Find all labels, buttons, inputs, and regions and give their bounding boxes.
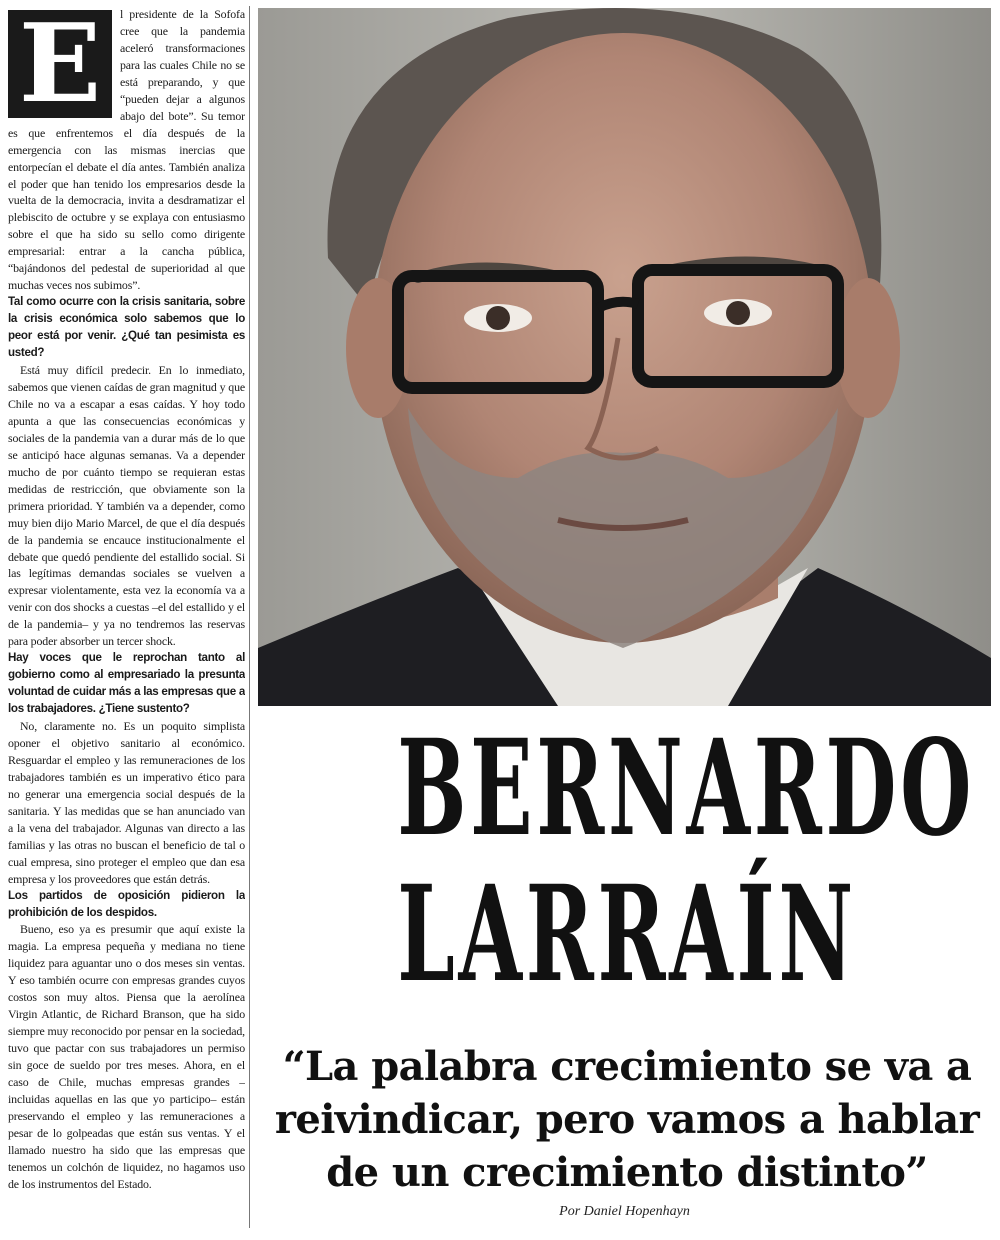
headline-first-name: BERNARDO <box>397 711 976 866</box>
drop-cap <box>8 6 112 127</box>
drop-cap-letter: E <box>18 6 102 127</box>
left-pupil-shape <box>486 306 510 330</box>
interview-question-3: Los partidos de oposición pidieron la prohibición de los despidos. <box>8 888 245 919</box>
interview-question-1: Tal como ocurre con la crisis sanitaria, sobre la crisis económica solo sabemos que lo peor está por venir. ¿Qué tan pesimista es usted? <box>8 295 245 360</box>
portrait-illustration <box>258 8 991 706</box>
right-ear-shape <box>836 278 900 418</box>
interview-answer-3: Bueno, eso ya es presumir que aquí existe la magia. La empresa pequeña y mediana no tiene liquidez para aguantar uno o dos meses sin ventas. Y eso también ocurre con empresas grandes cuyos costos son muy altos. Piensa que la aerolínea Virgin Atlantic, de Richard Branson, que ha sido siempre muy reconocido por pensar en la sociedad, tuvo que pactar con sus trabajadores un permiso sin goce de sueldo por tres meses. Ahora, en el caso de Chile, muchas empresas grandes –incluidas aquellas en las que yo participo– están preservando el empleo y las remuneraciones a pesar de lo golpeadas que están sus ventas. Y el llamado nuestro ha sido que las empresas que tenemos un colchón de liquidez, no hagamos uso de los instrumentos del Estado. <box>8 922 245 1191</box>
interview-question-2: Hay voces que le reprochan tanto al gobierno como al empresariado la presunta voluntad de cuidar más a las empresas que a los trabajadores. ¿Tiene sustento? <box>8 651 245 716</box>
column-divider <box>249 6 250 1228</box>
interview-answer-1: Está muy difícil predecir. En lo inmediato, sabemos que vienen caídas de gran magnitud y que Chile no va a escapar a esas caídas. Y hoy todo apunta a que las consecuencias económicas y sociales de la pandemia van a durar más de lo que se anticipó hace algunas semanas. Va a depender mucho de por cuánto tiempo se requieran estas medidas de restricción, que obviamente son la primera prioridad. Y también va a depender, como muy bien dijo Mario Marcel, de que el día después de la pandemia se encauce institucionalmente el debate que quedó pendiente del estallido social. Si las legítimas demandas sociales se vuelven a expresar violentamente, esta vez la economía va a venir con dos shocks a cuestas –el del estallido y el de la pandemia– y ya no tendremos las reservas para poder absorber un tercer shock. <box>8 363 245 649</box>
portrait-photo <box>258 8 991 706</box>
article-intro: l presidente de la Sofofa cree que la pandemia aceleró transformaciones para las cuales Chile no se está preparando, y que “pueden dejar a algunos abajo del bote”. Su temor es que enfrentemos el día después de la emergencia con las mismas inercias que entorpecían el debate el día antes. También analiza el poder que han tenido los empresarios desde la vuelta de la democracia, invita a desdramatizar el plebiscito de octubre y se explaya con entusiasmo sobre el que ha sido su sello como dirigente empresarial: entrar a la cancha pública, “bajándonos del pedestal de superioridad al que muchas veces nos subimos”. <box>8 7 245 293</box>
pull-quote: “La palabra crecimiento se va a reivindicar, pero vamos a hablar de un crecimiento distinto” <box>274 1043 980 1196</box>
headline-last-name: LARRAÍN <box>397 857 857 1012</box>
byline: Por Daniel Hopenhayn <box>559 1204 690 1219</box>
interview-answer-2: No, claramente no. Es un poquito simplista oponer el objetivo sanitario al económico. Resguardar el empleo y las remuneraciones de los trabajadores también es un imperativo ético para no generar una emergencia social después de la sanitaria. Y las medidas que se han anunciado van a la vena del trabajador. Algunas van directo a las familias y las otras no buscan el beneficio de tal o cual empresa, sino proteger el empleo que dan esa empresa y los proveedores que están detrás. <box>8 719 245 886</box>
right-pupil-shape <box>726 301 750 325</box>
article-body-column <box>8 6 245 1234</box>
